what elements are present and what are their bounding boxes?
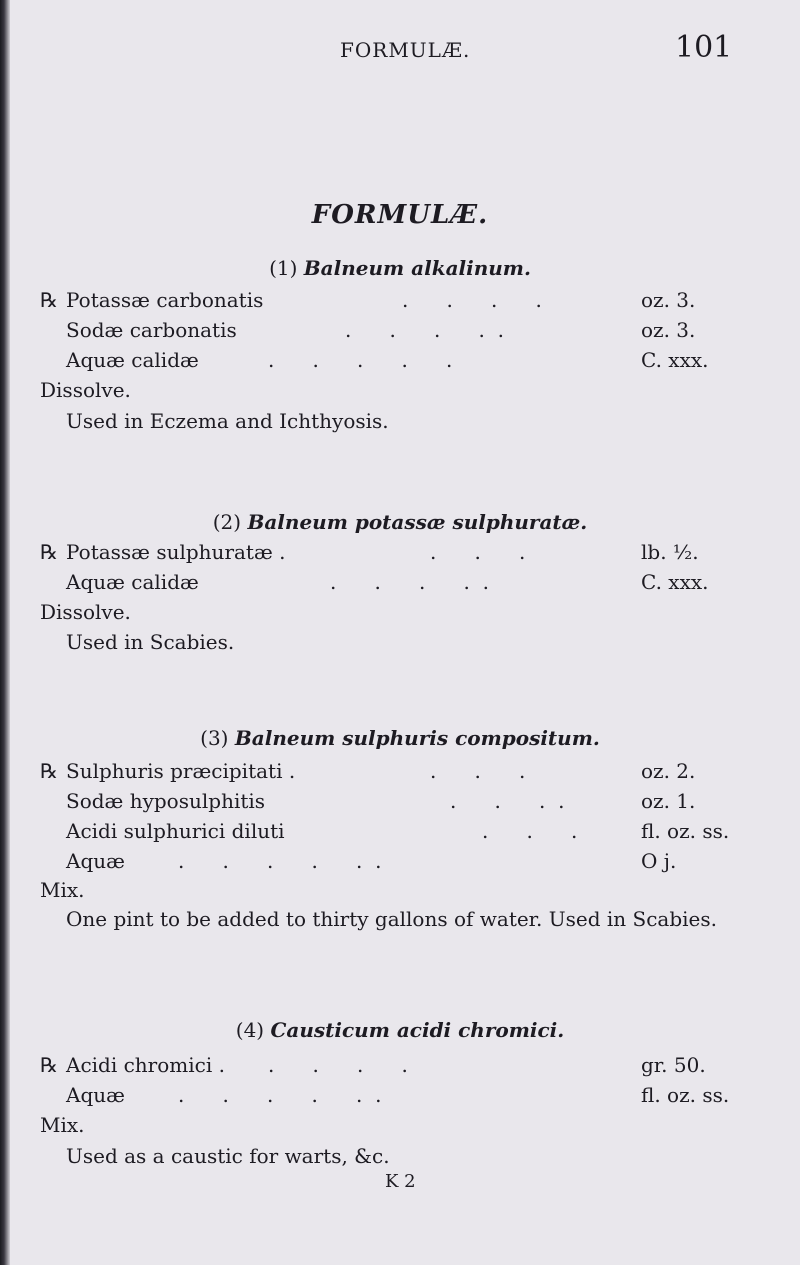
ingredient-name: Potassæ carbonatis [66,288,264,312]
ingredient-quantity: oz. 3. [641,318,696,342]
formula-name: Causticum acidi chromici. [270,1018,565,1042]
ingredient-name: Sulphuris præcipitati . [66,759,296,783]
ingredient-row [40,288,263,312]
formula-name: Balneum alkalinum. [303,256,531,280]
ingredient-quantity: oz. 1. [641,789,696,813]
signature-mark: K 2 [385,1171,416,1192]
formula-name: Balneum potassæ sulphuratæ. [247,510,588,534]
recipe-symbol: ℞ [40,540,58,564]
ingredient-quantity: C. xxx. [641,348,709,372]
leader-dots: . . . [430,759,526,783]
ingredient-row [40,540,285,564]
ingredient-quantity: C. xxx. [641,570,709,594]
running-title: FORMULÆ. [340,38,471,62]
ingredient-name: Sodæ carbonatis [66,318,237,342]
ingredient-quantity: oz. 2. [641,759,696,783]
leader-dots: . . . [430,540,526,564]
ingredient-name: Acidi sulphurici diluti [66,819,285,843]
ingredient-name: Aquæ [66,1083,125,1107]
formula-3-heading [0,726,800,750]
ingredient-row [66,849,125,873]
leader-dots: . . . . . . [178,849,382,873]
ingredient-quantity: lb. ½. [641,540,699,564]
instruction: Mix. [40,878,85,902]
recipe-symbol: ℞ [40,759,58,783]
ingredient-name: Potassæ sulphuratæ . [66,540,286,564]
usage-note: One pint to be added to thirty gallons of water. Used in Scabies. [66,907,717,931]
formula-2-heading [0,510,800,534]
formula-number: (3) [200,726,229,750]
ingredient-row [40,759,295,783]
formula-1-heading [0,256,800,280]
ingredient-quantity: fl. oz. ss. [641,1083,730,1107]
page-title: FORMULÆ. [311,200,489,230]
formula-4-heading [0,1018,800,1042]
ingredient-name: Acidi chromici . [66,1053,225,1077]
page-number: 101 [675,30,733,65]
leader-dots: . . . . [268,1053,408,1077]
formula-number: (4) [235,1018,265,1042]
leader-dots: . . . . [450,789,565,813]
leader-dots: . . . . . [330,570,489,594]
usage-note: Used as a caustic for warts, &c. [66,1144,390,1168]
ingredient-row [66,1083,125,1107]
ingredient-row [66,318,237,342]
recipe-symbol: ℞ [40,288,58,312]
instruction: Dissolve. [40,378,131,402]
ingredient-name: Aquæ [66,849,125,873]
formula-number: (1) [269,256,298,280]
ingredient-name: Aquæ calidæ [66,570,199,594]
ingredient-quantity: fl. oz. ss. [641,819,730,843]
ingredient-quantity: oz. 3. [641,288,696,312]
formula-name: Balneum sulphuris compositum. [234,726,600,750]
ingredient-quantity: gr. 50. [641,1053,706,1077]
usage-note: Used in Scabies. [66,630,235,654]
ingredient-row [66,789,265,813]
leader-dots: . . . . . [345,318,504,342]
ingredient-row [66,819,285,843]
leader-dots: . . . . . [268,348,453,372]
leader-dots: . . . [482,819,578,843]
leader-dots: . . . . [402,288,542,312]
ingredient-row [40,1053,225,1077]
instruction: Dissolve. [40,600,131,624]
usage-note: Used in Eczema and Ichthyosis. [66,409,389,433]
leader-dots: . . . . . . [178,1083,382,1107]
formula-number: (2) [212,510,242,534]
recipe-symbol: ℞ [40,1053,58,1077]
ingredient-name: Aquæ calidæ [66,348,199,372]
ingredient-row [66,348,199,372]
ingredient-quantity: O j. [641,849,677,873]
ingredient-name: Sodæ hyposulphitis [66,789,266,813]
instruction: Mix. [40,1113,85,1137]
ingredient-row [66,570,199,594]
